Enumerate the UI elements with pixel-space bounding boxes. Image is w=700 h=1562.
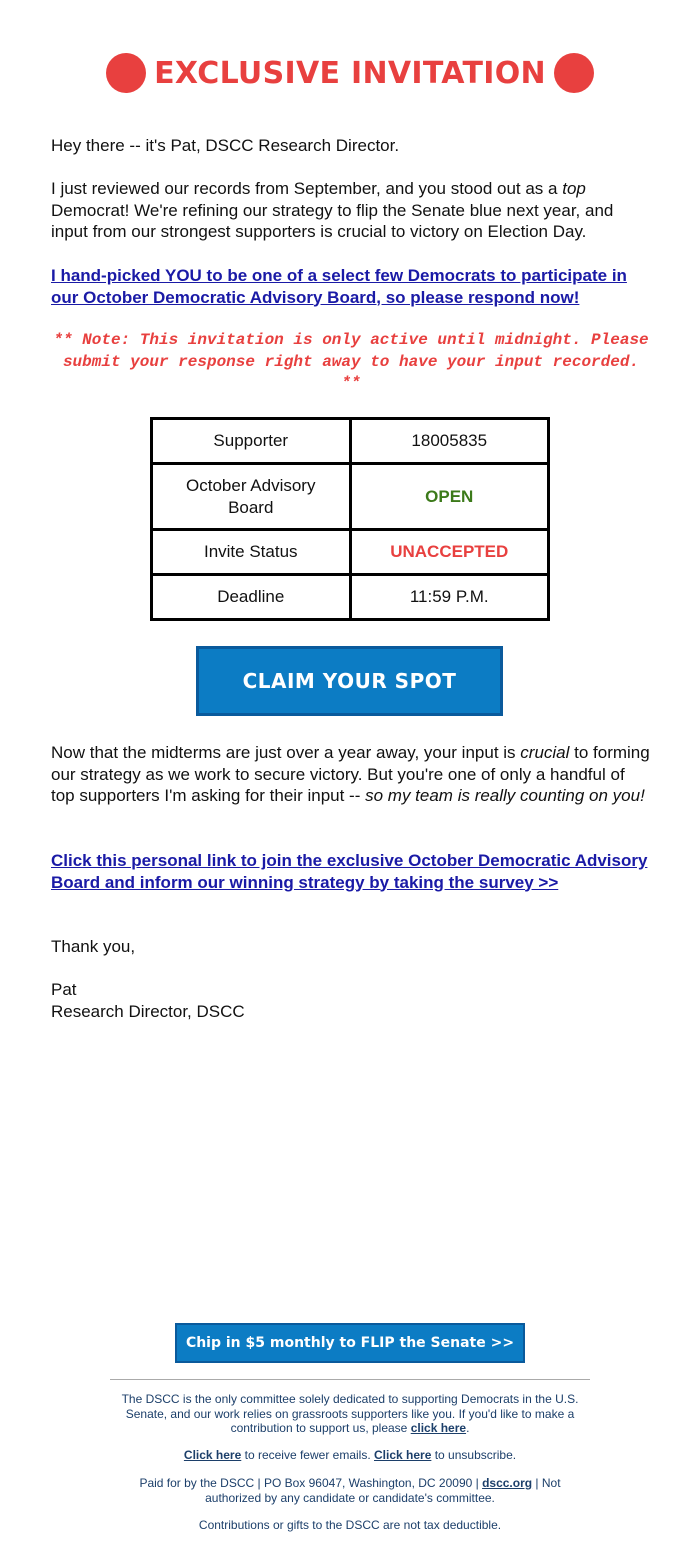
invite-status-label: Invite Status	[152, 530, 351, 575]
handpicked-paragraph	[51, 265, 651, 308]
deadline-note: ** Note: This invitation is only active until midnight. Please submit your response right away to have your input recorded. **	[53, 331, 649, 392]
paid-for-end: | Not authorized by any candidate or candidate's committee.	[205, 1476, 561, 1505]
survey-link-paragraph	[51, 850, 651, 893]
table-row	[152, 419, 549, 464]
para1-text-b: Democrat! We're refining our strategy to flip the Senate blue next year, and input from our strongest supporters is crucial to victory on Election Day.	[51, 200, 614, 241]
footer-paid-for	[110, 1476, 590, 1505]
status-table	[150, 417, 550, 621]
para2-emphasis-counting: so my team is really counting on you!	[365, 786, 645, 805]
footer-about	[110, 1392, 590, 1436]
para2-text-a: Now that the midterms are just over a year away, your input is	[51, 743, 521, 762]
dscc-site-link[interactable]: dscc.org	[482, 1476, 533, 1490]
signature-title: Research Director, DSCC	[51, 1002, 245, 1021]
para1-text-a: I just reviewed our records from September, and you stood out as a	[51, 179, 563, 198]
table-row	[152, 464, 549, 530]
table-row	[152, 575, 549, 620]
red-dot-right-icon	[554, 53, 594, 93]
handpicked-link[interactable]: I hand-picked YOU to be one of a select few Democrats to participate in our October Democratic Advisory Board, so please respond now!	[51, 266, 627, 307]
records-paragraph	[51, 178, 651, 243]
paid-for-text: Paid for by the DSCC | PO Box 96047, Washington, DC 20090 |	[139, 1476, 483, 1490]
unsubscribe-text: to unsubscribe.	[431, 1448, 517, 1462]
red-dot-left-icon	[106, 53, 146, 93]
advisory-board-label: October Advisory Board	[152, 464, 351, 530]
supporter-label: Supporter	[152, 419, 351, 464]
para2-emphasis-crucial: crucial	[520, 743, 570, 762]
table-row	[152, 530, 549, 575]
advisory-board-status: OPEN	[350, 464, 549, 530]
footer-about-end: .	[466, 1421, 470, 1435]
header-banner	[0, 50, 700, 96]
deadline-value: 11:59 P.M.	[350, 575, 549, 620]
invite-status-value: UNACCEPTED	[350, 530, 549, 575]
para2-text-b: to forming our strategy as we work to secure victory. But you're one of only a handful of top supporters I'm asking for their input --	[51, 743, 650, 805]
footer-about-text: The DSCC is the only committee solely dedicated to supporting Democrats in the U.S. Senate, and our work relies on grassroots supporters like you. If you'd like to make a contribution to support us, please	[121, 1392, 579, 1435]
chip-in-button[interactable]: Chip in $5 monthly to FLIP the Senate >>	[175, 1323, 525, 1363]
footer-email-prefs	[110, 1448, 590, 1463]
header-title: EXCLUSIVE INVITATION	[154, 55, 546, 91]
contribute-link[interactable]: click here	[410, 1421, 467, 1435]
signature-name: Pat	[51, 980, 77, 999]
unsubscribe-link[interactable]: Click here	[374, 1448, 432, 1462]
claim-your-spot-button[interactable]: CLAIM YOUR SPOT	[196, 646, 503, 716]
fewer-emails-link[interactable]: Click here	[183, 1448, 242, 1462]
survey-link[interactable]: Click this personal link to join the exclusive October Democratic Advisory Board and inform our winning strategy by taking the survey >>	[51, 851, 648, 892]
footer-tax-note: Contributions or gifts to the DSCC are not tax deductible.	[198, 1518, 502, 1532]
thank-you-text: Thank you,	[51, 937, 136, 956]
intro-paragraph: Hey there -- it's Pat, DSCC Research Director.	[51, 136, 400, 155]
footer-divider	[110, 1379, 590, 1380]
supporter-value: 18005835	[350, 419, 549, 464]
midterms-paragraph	[51, 742, 651, 807]
fewer-emails-text: to receive fewer emails.	[241, 1448, 374, 1462]
para1-emphasis: top	[562, 179, 586, 198]
deadline-label: Deadline	[152, 575, 351, 620]
